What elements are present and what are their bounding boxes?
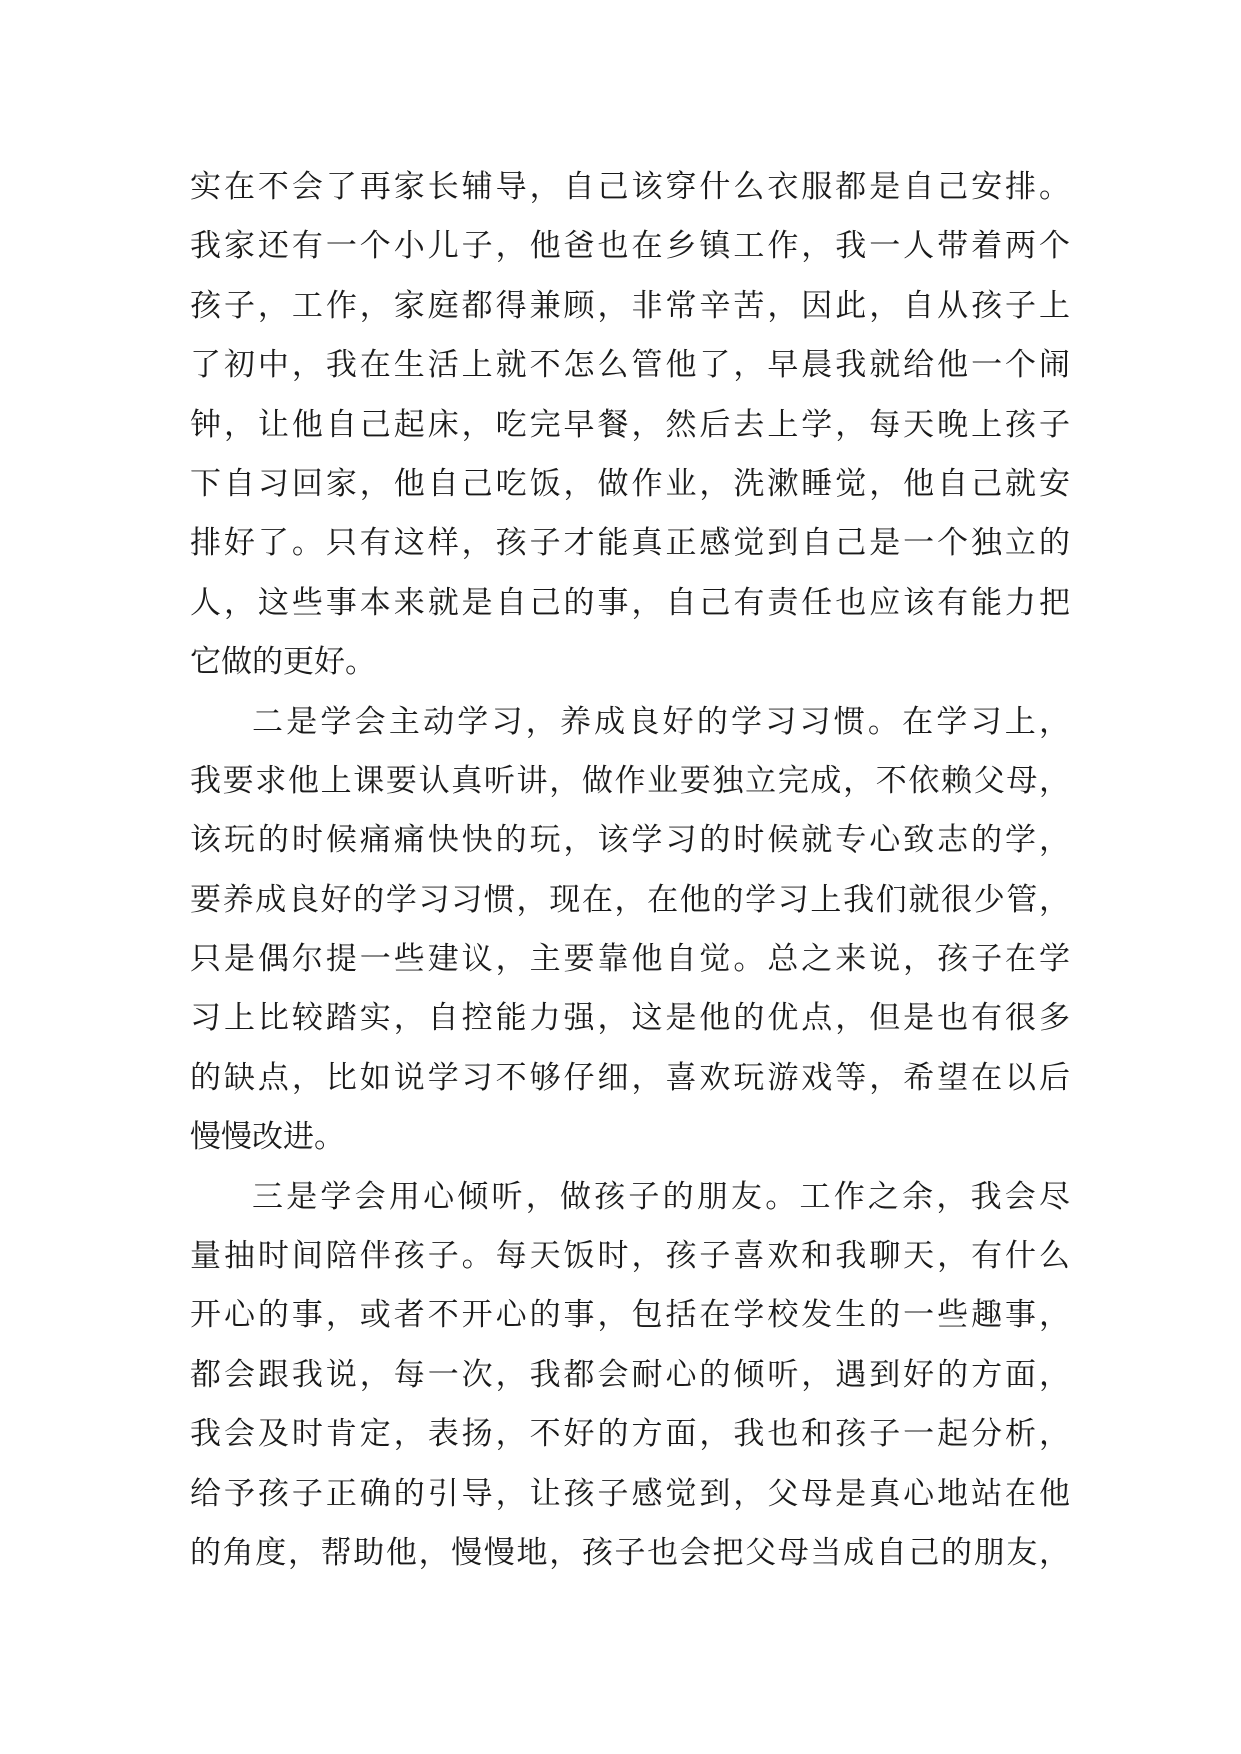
text-line: 我会及时肯定，表扬，不好的方面，我也和孩子一起分析， xyxy=(190,1416,1070,1453)
text-line: 实在不会了再家长辅导，自己该穿什么衣服都是自己安排。 xyxy=(190,169,1070,205)
text-line: 给予孩子正确的引导，让孩子感觉到，父母是真心地站在他 xyxy=(190,1475,1070,1512)
text-line: 孩子，工作，家庭都得兼顾，非常辛苦，因此，自从孩子上 xyxy=(190,287,1070,324)
text-line: 量抽时间陪伴孩子。每天饭时，孩子喜欢和我聊天，有什么 xyxy=(190,1238,1070,1275)
text-line: 钟，让他自己起床，吃完早餐，然后去上学，每天晚上孩子 xyxy=(190,406,1070,443)
body-text xyxy=(190,158,1070,1583)
text-line: 要养成良好的学习习惯，现在，在他的学习上我们就很少管， xyxy=(190,881,1070,918)
text-line: 的角度，帮助他，慢慢地，孩子也会把父母当成自己的朋友， xyxy=(190,1534,1070,1571)
text-line: 了初中，我在生活上就不怎么管他了，早晨我就给他一个闹 xyxy=(190,347,1070,384)
text-line: 人，这些事本来就是自己的事，自己有责任也应该有能力把 xyxy=(190,584,1070,621)
text-line: 的缺点，比如说学习不够仔细，喜欢玩游戏等，希望在以后 xyxy=(190,1059,1070,1096)
paragraph-start-line: 二是学会主动学习，养成良好的学习习惯。在学习上， xyxy=(252,703,1070,740)
text-line: 习上比较踏实，自控能力强，这是他的优点，但是也有很多 xyxy=(190,1000,1070,1037)
text-line: 它做的更好。 xyxy=(190,644,376,681)
text-line: 我要求他上课要认真听讲，做作业要独立完成，不依赖父母， xyxy=(190,762,1070,799)
text-line: 都会跟我说，每一次，我都会耐心的倾听，遇到好的方面， xyxy=(190,1356,1070,1393)
text-line: 排好了。只有这样，孩子才能真正感觉到自己是一个独立的 xyxy=(190,525,1070,562)
text-line: 开心的事，或者不开心的事，包括在学校发生的一些趣事， xyxy=(190,1297,1070,1334)
text-line: 只是偶尔提一些建议，主要靠他自觉。总之来说，孩子在学 xyxy=(190,941,1070,978)
text-line: 该玩的时候痛痛快快的玩，该学习的时候就专心致志的学， xyxy=(190,822,1070,859)
text-line: 我家还有一个小儿子，他爸也在乡镇工作，我一人带着两个 xyxy=(190,228,1070,265)
text-line: 慢慢改进。 xyxy=(190,1119,345,1156)
paragraph-start-line: 三是学会用心倾听，做孩子的朋友。工作之余，我会尽 xyxy=(252,1178,1070,1215)
text-line: 下自习回家，他自己吃饭，做作业，洗漱睡觉，他自己就安 xyxy=(190,465,1070,502)
